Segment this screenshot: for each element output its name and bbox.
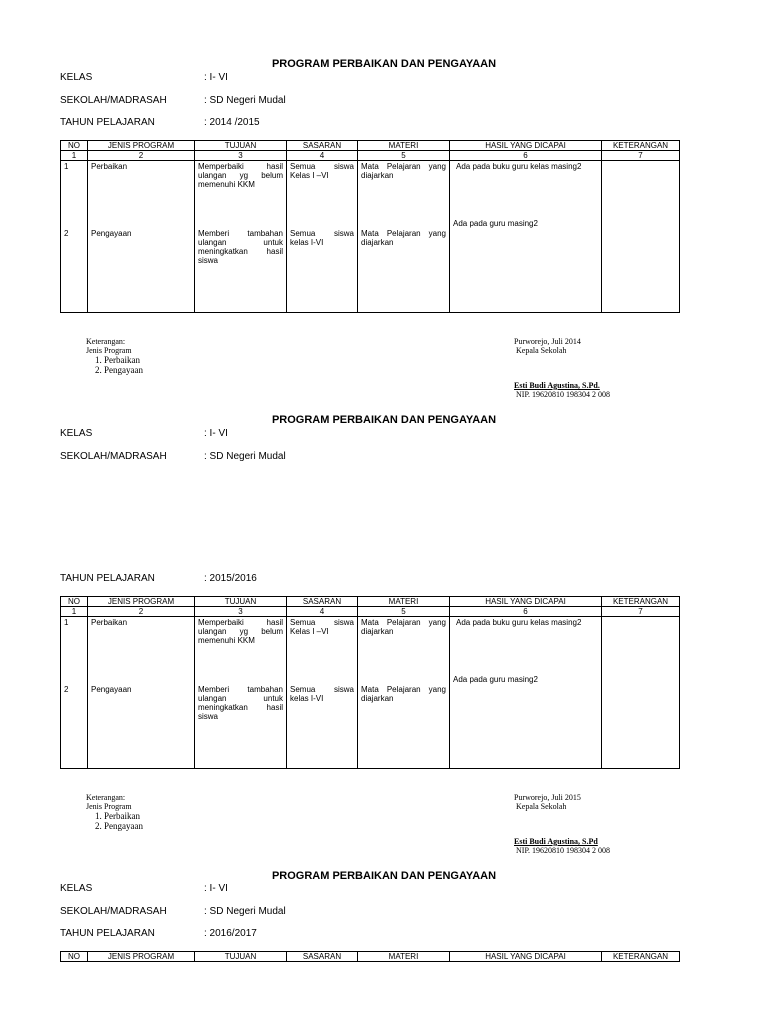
header-cell: MATERI bbox=[358, 597, 450, 607]
header-cell: JENIS PROGRAM bbox=[88, 952, 195, 962]
sekolah-label: SEKOLAH/MADRASAH bbox=[60, 451, 167, 462]
signer-nip: NIP. 19620810 198304 2 008 bbox=[516, 846, 611, 855]
sekolah-value: : SD Negeri Mudal bbox=[204, 451, 286, 462]
row1-no: 1 bbox=[64, 618, 69, 627]
sekolah-label: SEKOLAH/MADRASAH bbox=[60, 95, 167, 106]
row2-materi: Mata Pelajaran yang diajarkan bbox=[361, 685, 446, 703]
number-cell: 4 bbox=[287, 607, 358, 617]
materi-cell bbox=[358, 617, 450, 769]
sekolah-value: : SD Negeri Mudal bbox=[204, 906, 286, 917]
header-cell: SASARAN bbox=[287, 597, 358, 607]
program-table bbox=[60, 596, 680, 769]
signer-name: Esti Budi Agustina, S.Pd. bbox=[514, 381, 600, 390]
list-item: 2. Pengayaan bbox=[104, 365, 143, 375]
row2-jenis: Pengayaan bbox=[91, 229, 132, 238]
table-header-row bbox=[61, 597, 680, 607]
number-cell: 3 bbox=[195, 607, 287, 617]
header-cell: KETERANGAN bbox=[602, 952, 680, 962]
keterangan-label: Keterangan: bbox=[86, 337, 126, 346]
header-cell: KETERANGAN bbox=[602, 597, 680, 607]
row2-hasil: Ada pada guru masing2 bbox=[453, 675, 538, 684]
hasil-cell bbox=[450, 161, 602, 313]
signature-block bbox=[514, 337, 610, 399]
table-header-row bbox=[61, 952, 680, 962]
tahun-value: : 2015/2016 bbox=[204, 573, 257, 584]
row2-hasil: Ada pada guru masing2 bbox=[453, 219, 538, 228]
program-table bbox=[60, 140, 680, 313]
jenis-program-label: Jenis Program bbox=[86, 802, 132, 811]
row1-materi: Mata Pelajaran yang diajarkan bbox=[361, 162, 446, 180]
jenis-program-label: Jenis Program bbox=[86, 346, 132, 355]
header-cell: HASIL YANG DICAPAI bbox=[450, 141, 602, 151]
page-title: PROGRAM PERBAIKAN DAN PENGAYAAN bbox=[271, 870, 497, 882]
row1-jenis: Perbaikan bbox=[91, 618, 128, 627]
number-cell: 1 bbox=[61, 607, 88, 617]
kelas-value: : I- VI bbox=[204, 72, 228, 83]
list-item: 1. Perbaikan bbox=[104, 811, 143, 821]
row1-materi: Mata Pelajaran yang diajarkan bbox=[361, 618, 446, 636]
number-cell: 6 bbox=[450, 607, 602, 617]
signature-block bbox=[514, 793, 610, 855]
number-cell: 4 bbox=[287, 151, 358, 161]
kelas-value: : I- VI bbox=[204, 883, 228, 894]
jenis-cell bbox=[88, 617, 195, 769]
table-header-row bbox=[61, 141, 680, 151]
header-cell: SASARAN bbox=[287, 952, 358, 962]
number-cell: 2 bbox=[88, 607, 195, 617]
row2-sasaran: Semua siswa kelas I-VI bbox=[290, 229, 354, 247]
header-cell: HASIL YANG DICAPAI bbox=[450, 597, 602, 607]
tahun-label: TAHUN PELAJARAN bbox=[60, 573, 155, 584]
kepala-label: Kepala Sekolah bbox=[516, 346, 567, 355]
tujuan-cell bbox=[195, 161, 287, 313]
sasaran-cell bbox=[287, 617, 358, 769]
row1-tujuan: Memperbaiki hasil ulangan yg belum memenuhi KKM bbox=[198, 162, 283, 189]
row2-no: 2 bbox=[64, 229, 69, 238]
materi-cell bbox=[358, 161, 450, 313]
row2-no: 2 bbox=[64, 685, 69, 694]
header-cell: TUJUAN bbox=[195, 952, 287, 962]
sekolah-label: SEKOLAH/MADRASAH bbox=[60, 906, 167, 917]
kepala-label: Kepala Sekolah bbox=[516, 802, 567, 811]
jenis-program-list bbox=[86, 355, 143, 375]
row1-sasaran: Semua siswa Kelas I –VI bbox=[290, 162, 354, 180]
tahun-value: : 2014 /2015 bbox=[204, 117, 260, 128]
jenis-cell bbox=[88, 161, 195, 313]
header-cell: TUJUAN bbox=[195, 141, 287, 151]
header-cell: NO bbox=[61, 597, 88, 607]
number-cell: 7 bbox=[602, 151, 680, 161]
header-cell: JENIS PROGRAM bbox=[88, 597, 195, 607]
place-date: Purworejo, Juli 2014 bbox=[514, 337, 581, 346]
number-cell: 7 bbox=[602, 607, 680, 617]
keterangan-block bbox=[86, 793, 143, 831]
header-cell: HASIL YANG DICAPAI bbox=[450, 952, 602, 962]
row2-jenis: Pengayaan bbox=[91, 685, 132, 694]
row2-tujuan: Memberi tambahan ulangan untuk meningkatkan hasil siswa bbox=[198, 685, 283, 721]
list-item: 1. Perbaikan bbox=[104, 355, 143, 365]
signer-name: Esti Budi Agustina, S.Pd bbox=[514, 837, 598, 846]
hasil-cell bbox=[450, 617, 602, 769]
page-title: PROGRAM PERBAIKAN DAN PENGAYAAN bbox=[271, 414, 497, 426]
kelas-label: KELAS bbox=[60, 883, 93, 894]
header-cell: MATERI bbox=[358, 141, 450, 151]
keterangan-cell bbox=[602, 161, 680, 313]
row1-hasil: Ada pada buku guru kelas masing2 bbox=[456, 618, 582, 627]
tahun-label: TAHUN PELAJARAN bbox=[60, 928, 155, 939]
header-cell: MATERI bbox=[358, 952, 450, 962]
no-cell bbox=[61, 161, 88, 313]
tahun-label: TAHUN PELAJARAN bbox=[60, 117, 155, 128]
number-cell: 2 bbox=[88, 151, 195, 161]
table-number-row bbox=[61, 151, 680, 161]
program-table bbox=[60, 951, 680, 962]
number-cell: 1 bbox=[61, 151, 88, 161]
kelas-value: : I- VI bbox=[204, 428, 228, 439]
header-cell: KETERANGAN bbox=[602, 141, 680, 151]
row1-no: 1 bbox=[64, 162, 69, 171]
keterangan-label: Keterangan: bbox=[86, 793, 126, 802]
row1-jenis: Perbaikan bbox=[91, 162, 128, 171]
sekolah-value: : SD Negeri Mudal bbox=[204, 95, 286, 106]
place-date: Purworejo, Juli 2015 bbox=[514, 793, 581, 802]
table-number-row bbox=[61, 607, 680, 617]
header-cell: TUJUAN bbox=[195, 597, 287, 607]
number-cell: 5 bbox=[358, 607, 450, 617]
number-cell: 3 bbox=[195, 151, 287, 161]
signer-nip: NIP. 19620810 198304 2 008 bbox=[516, 390, 611, 399]
table-body-row bbox=[61, 161, 680, 313]
number-cell: 5 bbox=[358, 151, 450, 161]
row1-hasil: Ada pada buku guru kelas masing2 bbox=[456, 162, 582, 171]
kelas-label: KELAS bbox=[60, 428, 93, 439]
row2-tujuan: Memberi tambahan ulangan untuk meningkatkan hasil siswa bbox=[198, 229, 283, 265]
row1-sasaran: Semua siswa Kelas I –VI bbox=[290, 618, 354, 636]
keterangan-block bbox=[86, 337, 143, 375]
number-cell: 6 bbox=[450, 151, 602, 161]
tahun-value: : 2016/2017 bbox=[204, 928, 257, 939]
header-cell: JENIS PROGRAM bbox=[88, 141, 195, 151]
row2-materi: Mata Pelajaran yang diajarkan bbox=[361, 229, 446, 247]
jenis-program-list bbox=[86, 811, 143, 831]
row2-sasaran: Semua siswa kelas I-VI bbox=[290, 685, 354, 703]
page-title: PROGRAM PERBAIKAN DAN PENGAYAAN bbox=[271, 58, 497, 70]
program-section-2014 bbox=[0, 0, 768, 410]
header-cell: NO bbox=[61, 952, 88, 962]
header-cell: SASARAN bbox=[287, 141, 358, 151]
sasaran-cell bbox=[287, 161, 358, 313]
list-item: 2. Pengayaan bbox=[104, 821, 143, 831]
header-cell: NO bbox=[61, 141, 88, 151]
row1-tujuan: Memperbaiki hasil ulangan yg belum memenuhi KKM bbox=[198, 618, 283, 645]
kelas-label: KELAS bbox=[60, 72, 93, 83]
table-body-row bbox=[61, 617, 680, 769]
no-cell bbox=[61, 617, 88, 769]
tujuan-cell bbox=[195, 617, 287, 769]
keterangan-cell bbox=[602, 617, 680, 769]
